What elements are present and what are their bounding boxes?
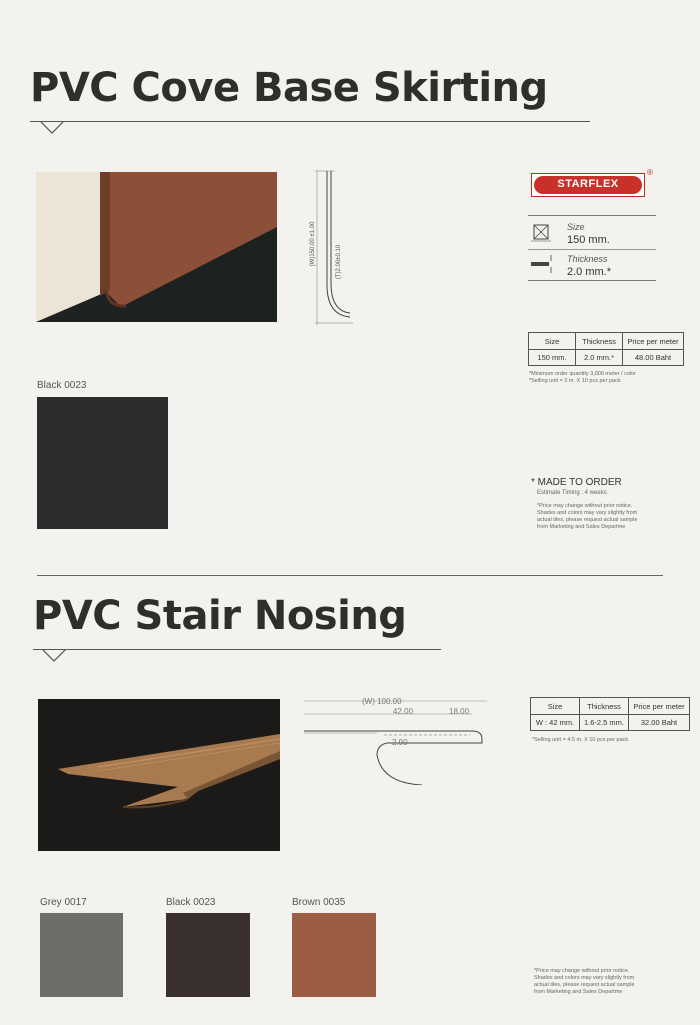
thickness-label: Thickness [567, 254, 608, 264]
section1-title-rule [30, 121, 590, 122]
section2-title: PVC Stair Nosing [33, 593, 407, 639]
table-header-thickness: Thickness [576, 333, 623, 350]
swatch-label-black: Black 0023 [37, 380, 87, 391]
size-value: 150 mm. [567, 234, 610, 246]
swatch-grey-0017 [40, 913, 123, 997]
table-header-row [531, 698, 690, 715]
stair-nosing-photo [38, 699, 280, 851]
disclaimer-line: Shades and colors may vary slightly from [537, 510, 638, 516]
swatch-black-0023 [37, 397, 168, 529]
swatch-label-brown: Brown 0035 [292, 897, 346, 908]
disclaimer-line: from Marketing and Sales Departme [534, 989, 623, 995]
section1-pointer-icon [40, 121, 64, 135]
swatch-label-black: Black 0023 [166, 897, 216, 908]
table-cell-size: 150 mm. [529, 350, 576, 366]
section1-disclaimer [537, 503, 638, 531]
section-divider [37, 575, 663, 576]
section1-price-table [528, 332, 684, 366]
section2-price-table [530, 697, 690, 731]
section1-notes [529, 371, 636, 385]
spec-rule-top [528, 215, 656, 216]
registered-mark: ® [647, 168, 653, 177]
size-icon [531, 222, 551, 242]
note-line: *Minimum order quantity 3,000 meter / color [529, 371, 636, 377]
drawing-18: 18.00 [449, 707, 470, 716]
spec-rule-mid [528, 249, 656, 250]
section2-title-rule [33, 649, 441, 650]
note-line: *Selling unit = 2 m. X 10 pcs per pack [529, 378, 621, 384]
table-cell-thickness: 2.0 mm.* [576, 350, 623, 366]
table-cell-price: 48.00 Baht [623, 350, 684, 366]
cove-base-photo [36, 172, 277, 322]
disclaimer-line: from Marketing and Sales Departme [537, 524, 626, 530]
drawing-width: (W) 100.00 [362, 697, 402, 706]
swatch-brown-0035 [292, 913, 376, 997]
spec-rule-bottom [528, 280, 656, 281]
table-row [531, 715, 690, 731]
table-header-size: Size [531, 698, 580, 715]
section1-title: PVC Cove Base Skirting [30, 65, 548, 111]
drawing-thickness: 2.90 [392, 738, 408, 747]
swatch-black-0023 [166, 913, 250, 997]
table-cell-price: 32.00 Baht [629, 715, 690, 731]
table-header-price: Price per meter [629, 698, 690, 715]
disclaimer-line: actual tiles, please request actual sample [534, 982, 635, 988]
section2-pointer-icon [42, 649, 66, 663]
drawing-dim-thickness: (T)2.00±0.10 [336, 244, 342, 280]
table-header-size: Size [529, 333, 576, 350]
table-header-price: Price per meter [623, 333, 684, 350]
section2-note: *Selling unit = 4.5 m. X 10 pcs per pack [532, 737, 629, 743]
thickness-value: 2.0 mm.* [567, 266, 612, 278]
swatch-label-grey: Grey 0017 [40, 897, 87, 908]
drawing-42: 42.00 [393, 707, 414, 716]
table-header-row [529, 333, 684, 350]
disclaimer-line: *Price may change without prior notice. [534, 968, 630, 974]
disclaimer-line: *Price may change without prior notice. [537, 503, 633, 509]
table-cell-thickness: 1.6-2.5 mm. [580, 715, 629, 731]
disclaimer-line: Shades and colors may vary slightly from [534, 975, 635, 981]
made-to-order: * MADE TO ORDER [531, 477, 622, 488]
starflex-logo-text: STARFLEX [534, 176, 642, 194]
size-label: Size [567, 222, 585, 232]
thickness-icon [531, 255, 553, 273]
table-cell-size: W : 42 mm. [531, 715, 580, 731]
table-header-thickness: Thickness [580, 698, 629, 715]
starflex-logo [531, 173, 645, 197]
disclaimer-line: actual tiles, please request actual sample [537, 517, 638, 523]
drawing-dim-width: (W)150.00 ±1.00 [310, 221, 316, 267]
section2-disclaimer [534, 968, 635, 996]
table-row [529, 350, 684, 366]
estimate-timing: Estimate Timing : 4 weeks [537, 490, 607, 496]
